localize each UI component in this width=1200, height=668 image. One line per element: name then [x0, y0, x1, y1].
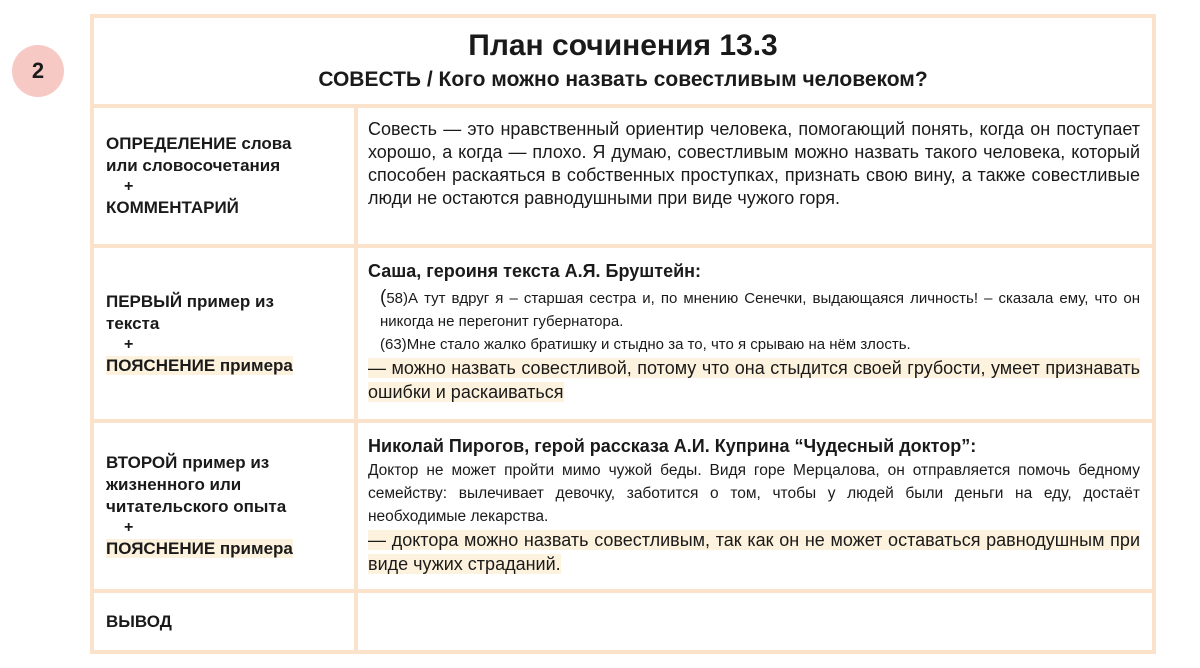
- second-example-heading: Николай Пирогов, герой рассказа А.И. Куприна “Чудесный доктор”:: [368, 436, 977, 456]
- sentence-number: 58): [386, 290, 409, 307]
- label-line: читательского опыта: [106, 497, 287, 516]
- row-summary: [94, 593, 1152, 650]
- conclusion-text: — можно назвать совестливой, потому что она стыдится своей грубости, умеет признавать ошибки и раскаиваться: [368, 358, 1140, 402]
- quote-text: А тут вдруг я – старшая сестра и, по мнению Сенечки, выдающаяся личность! – сказала ему, что он никогда не перегонит губернатора.: [380, 290, 1140, 330]
- second-example-label: [94, 423, 358, 589]
- plan-subtitle: СОВЕСТЬ / Кого можно назвать совестливым человеком?: [318, 68, 928, 91]
- essay-plan-table: [90, 14, 1156, 654]
- label-line: ВЫВОД: [106, 611, 172, 631]
- first-example-content: [358, 248, 1152, 419]
- definition-label: [94, 108, 358, 244]
- plus-sign: +: [124, 335, 134, 353]
- row-first-example: [94, 248, 1152, 423]
- definition-text: Совесть — это нравственный ориентир человека, помогающий понять, когда он поступает хорошо, а когда — плохо. Я думаю, совестливым можно назвать такого человека, который способен раскаяться в собственных проступках, признать свою вину, а также совестливые люди не остаются равнодушными при виде чужого горя.: [368, 119, 1140, 208]
- label-line: жизненного или: [106, 475, 242, 494]
- quote-63: [368, 333, 1140, 356]
- row-definition: [94, 108, 1152, 248]
- first-example-heading: Саша, героиня текста А.Я. Бруштейн:: [368, 261, 702, 281]
- plan-title: План сочинения 13.3: [468, 29, 778, 62]
- first-example-conclusion: [368, 356, 1140, 404]
- label-line-highlighted: ПОЯСНЕНИЕ примера: [106, 539, 293, 558]
- label-line-highlighted: ПОЯСНЕНИЕ примера: [106, 355, 293, 375]
- summary-content: [358, 593, 1152, 650]
- second-example-text: Доктор не может пройти мимо чужой беды. Видя горе Мерцалова, он отправляется помочь бедному семейству: вылечивает девочку, заботится о том, чтобы у людей были деньги на еду, достаёт необходимые лекарства.: [368, 462, 1140, 525]
- label-line: ВТОРОЙ пример из: [106, 453, 270, 472]
- slide-number-badge: 2: [12, 45, 64, 97]
- sentence-number: (63): [380, 336, 407, 353]
- plan-header: [94, 18, 1152, 108]
- row-second-example: [94, 423, 1152, 593]
- second-example-content: [358, 423, 1152, 589]
- first-example-label: [94, 248, 358, 419]
- summary-label: [94, 593, 358, 650]
- definition-content: [358, 108, 1152, 244]
- quote-text: Мне стало жалко братишку и стыдно за то, что я срываю на нём злость.: [406, 336, 911, 353]
- label-line: КОММЕНТАРИЙ: [106, 198, 239, 217]
- bracket: (: [380, 287, 387, 308]
- conclusion-text: — доктора можно назвать совестливым, так как он не может оставаться равнодушным при виде чужих страданий.: [368, 530, 1140, 574]
- quote-58: [368, 286, 1140, 333]
- plus-sign: +: [124, 178, 134, 195]
- label-line: текста: [106, 313, 160, 333]
- label-line: ОПРЕДЕЛЕНИЕ слова: [106, 134, 292, 153]
- second-example-conclusion: [368, 528, 1140, 576]
- label-line: ПЕРВЫЙ пример из: [106, 291, 274, 311]
- plus-sign: +: [124, 519, 134, 536]
- label-line: или словосочетания: [106, 156, 281, 175]
